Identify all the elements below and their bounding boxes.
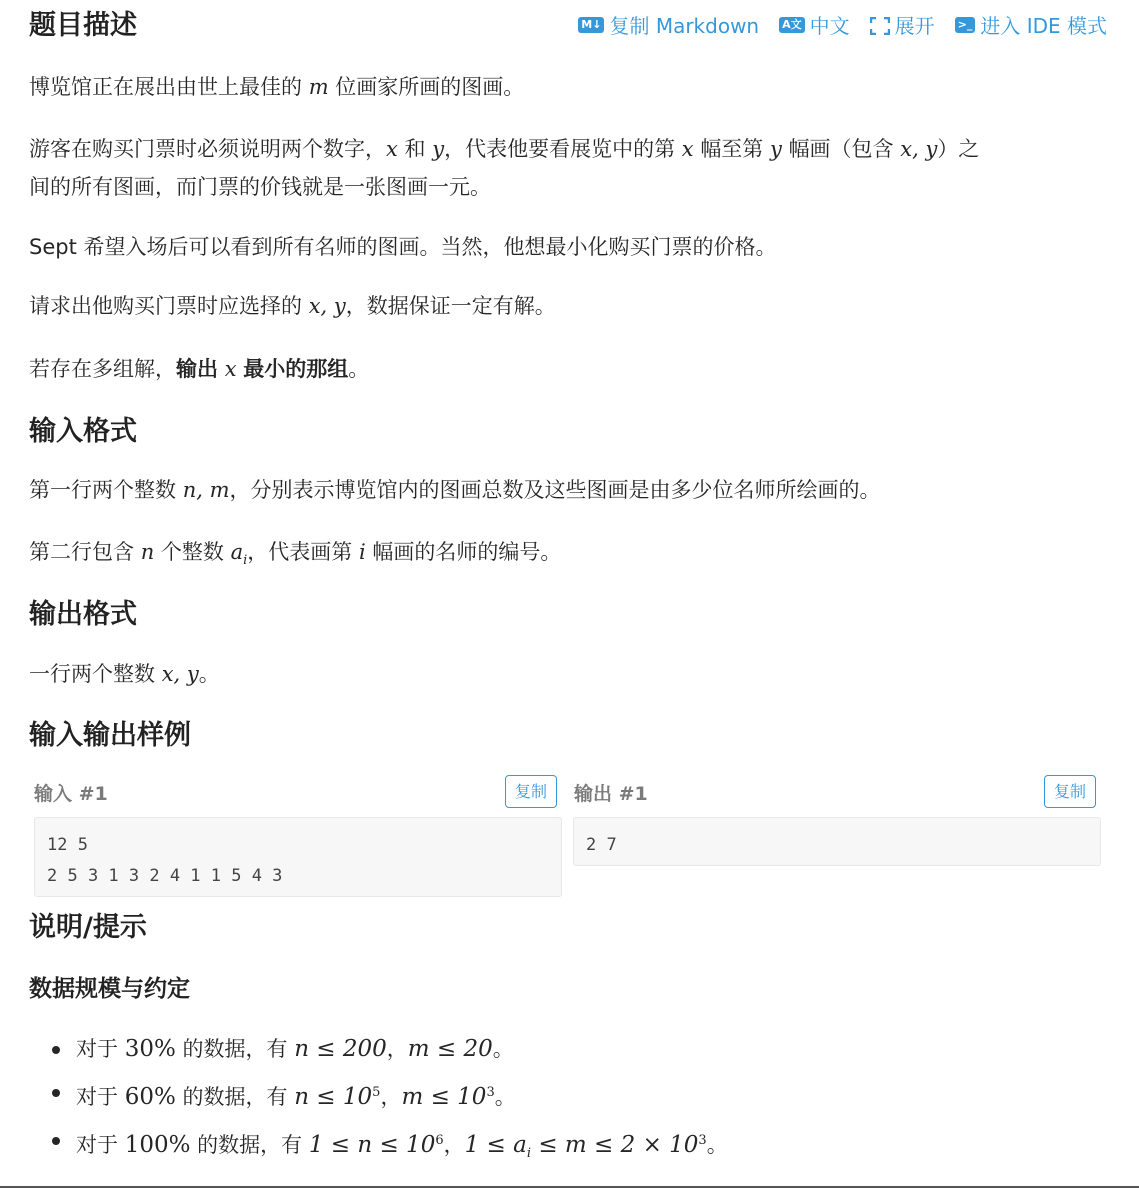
list-item: 对于 60% 的数据，有 $n \le 10^5$，$m \le 10^3$。	[50, 1071, 728, 1119]
section-title-description: 题目描述	[29, 10, 137, 41]
sample-input-label: 输入 #1	[34, 783, 108, 805]
description-p2-line2: 间的所有图画，而门票的价钱就是一张图画一元。	[29, 175, 491, 199]
output-format-line1: 一行两个整数 x, y。	[29, 662, 220, 686]
section-title-input: 输入格式	[29, 416, 137, 447]
list-item: 对于 100% 的数据，有 $1 \le n \le 10^6$，$1 \le a_i \le m \le 2 \times 10^3$。	[50, 1119, 728, 1175]
sample-input-code[interactable]: 12 5 2 5 3 1 3 2 4 1 1 5 4 3	[34, 817, 562, 897]
section-title-output: 输出格式	[29, 599, 137, 630]
description-p3: Sept 希望入场后可以看到所有名师的图画。当然，他想最小化购买门票的价格。	[29, 235, 777, 259]
input-format-line2: 第二行包含 n 个整数 $a_i$，代表画第 i 幅画的名师的编号。	[29, 540, 562, 569]
expand-button[interactable]: 展开	[870, 10, 935, 39]
copy-markdown-button[interactable]: M↓ 复制 Markdown	[578, 10, 759, 39]
copy-input-button[interactable]: 复制	[505, 775, 557, 808]
sample-output-code[interactable]: 2 7	[573, 817, 1101, 866]
hint-subtitle: 数据规模与约定	[29, 976, 190, 1002]
terminal-icon: >_	[955, 17, 976, 33]
toolbar	[578, 10, 1107, 39]
markdown-icon: M↓	[578, 17, 604, 33]
section-title-hint: 说明/提示	[29, 912, 147, 943]
constraints-list	[50, 1028, 728, 1175]
list-item: 对于 30% 的数据，有 n ≤ 200，m ≤ 20。	[50, 1028, 728, 1071]
description-p4: 请求出他购买门票时应选择的 x, y，数据保证一定有解。	[29, 294, 556, 318]
translate-icon: A文	[779, 17, 805, 33]
copy-output-button[interactable]: 复制	[1044, 775, 1096, 808]
description-p5: 若存在多组解，输出 x 最小的那组。	[29, 357, 370, 381]
language-button[interactable]: A文 中文	[779, 10, 850, 39]
ide-mode-button[interactable]: >_ 进入 IDE 模式	[955, 10, 1107, 39]
description-p2: 游客在购买门票时必须说明两个数字，x 和 y，代表他要看展览中的第 x 幅至第 y 幅画（包含 x, y）之	[29, 137, 980, 161]
section-title-samples: 输入输出样例	[29, 720, 191, 751]
sample-output-label: 输出 #1	[574, 783, 648, 805]
expand-icon	[870, 16, 890, 34]
input-format-line1: 第一行两个整数 n, m，分别表示博览馆内的图画总数及这些图画是由多少位名师所绘画的。	[29, 478, 881, 502]
description-p1: 博览馆正在展出由世上最佳的 m 位画家所画的图画。	[29, 75, 525, 99]
